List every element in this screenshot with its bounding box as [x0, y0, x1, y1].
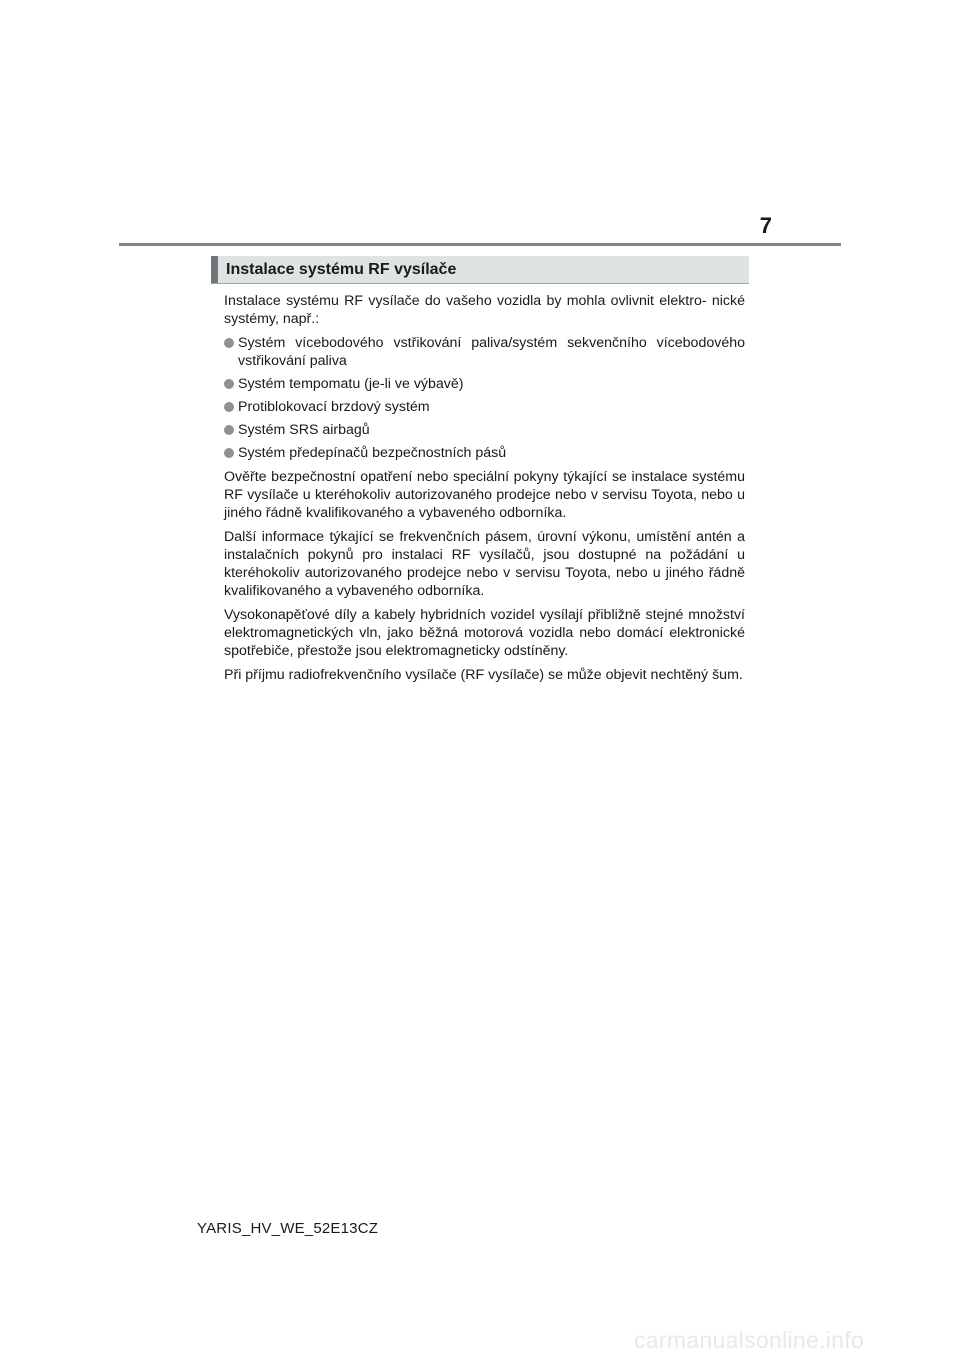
watermark: carmanualsonline.info [634, 1327, 865, 1353]
list-item [224, 398, 745, 416]
list-item-text: Systém SRS airbagů [238, 422, 370, 438]
header-rule [119, 243, 841, 246]
heading-underline [211, 283, 749, 284]
list-item [224, 334, 745, 370]
intro-paragraph: Instalace systému RF vysílače do vašeho vozidla by mohla ovlivnit elektro- nické systémy, např.: [224, 293, 745, 327]
section-heading: Instalace systému RF vysílače [211, 256, 749, 283]
bullet-dot-icon [224, 425, 234, 435]
list-item [224, 444, 745, 462]
paragraph-frequency-info: Další informace týkající se frekvenčních pásem, úrovní výkonu, umístění antén a instalačních pokynů pro instalaci RF vysílačů, jsou dostupné na požádání u kteréhokoliv autorizovaného prodejce nebo v servisu Toyota, nebo u jiného řádně kvalifikovaného a vybaveného odborníka. [224, 529, 745, 599]
list-item-text: Systém vícebodového vstřikování paliva/systém sekvenčního vícebodového vstřikování paliva [238, 335, 745, 369]
list-item [224, 421, 745, 439]
list-item [224, 375, 745, 393]
paragraph-safety-instructions: Ověřte bezpečnostní opatření nebo speciální pokyny týkající se instalace systému RF vysílače u kteréhokoliv autorizovaného prodejce nebo v servisu Toyota, nebo u jiného řádně kvalifikovaného a vybaveného odborníka. [224, 469, 745, 521]
list-item-text: Systém tempomatu (je-li ve výbavě) [238, 376, 464, 392]
bullet-dot-icon [224, 338, 234, 348]
section-body [224, 292, 745, 690]
paragraph-high-voltage: Vysokonapěťové díly a kabely hybridních vozidel vysílají přibližně stejné množství elektromagnetických vln, jako běžná motorová vozidla nebo domácí elektronické spotřebiče, přestože jsou elektromagneticky odstíněny. [224, 607, 745, 659]
bullet-dot-icon [224, 448, 234, 458]
list-item-text: Systém předepínačů bezpečnostních pásů [238, 445, 507, 461]
document-code: YARIS_HV_WE_52E13CZ [197, 1220, 379, 1237]
bullet-dot-icon [224, 402, 234, 412]
bullet-dot-icon [224, 379, 234, 389]
page-number: 7 [759, 213, 772, 238]
bullet-list [224, 334, 745, 462]
list-item-text: Protiblokovací brzdový systém [238, 399, 430, 415]
paragraph-noise: Při příjmu radiofrekvenčního vysílače (RF vysílače) se může objevit nechtěný šum. [224, 667, 743, 683]
